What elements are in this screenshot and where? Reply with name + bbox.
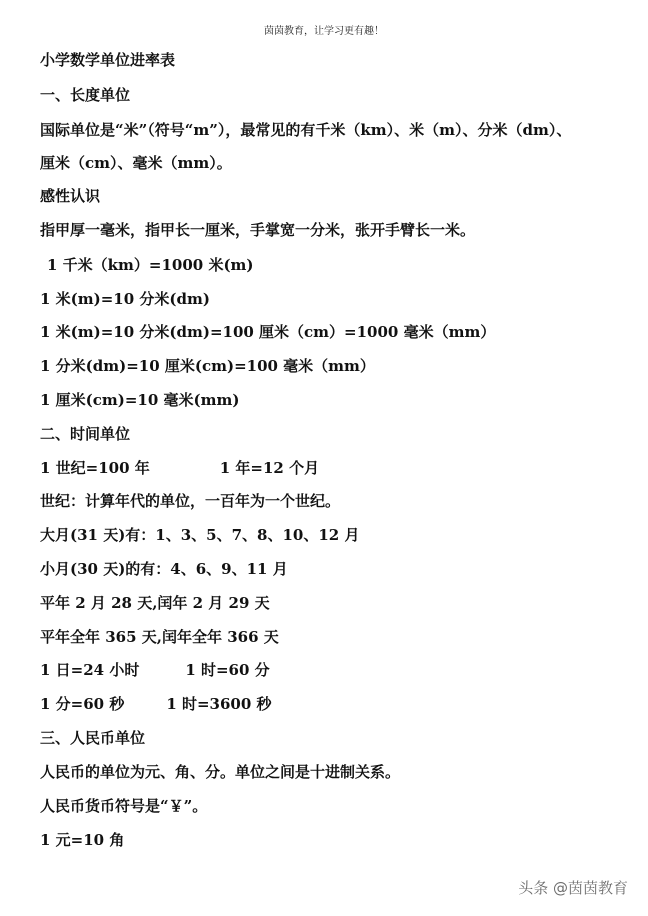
section-heading-rmb: 三、人民币单位 (40, 729, 146, 747)
time-minute-seconds: 1 分=60 秒 (40, 695, 125, 713)
document-title: 小学数学单位进率表 (40, 51, 176, 69)
section-heading-time: 二、时间单位 (40, 425, 131, 443)
time-year-months: 1 年=12 个月 (219, 459, 320, 477)
page-header-note: 茵茵教育，让学习更有趣！ (264, 26, 384, 37)
length-intro-line-2: 厘米（cm）、毫米（mm）。 (40, 154, 232, 172)
perception-heading: 感性认识 (40, 187, 101, 205)
time-day-hours: 1 日=24 小时 (40, 661, 140, 679)
time-year-days: 平年全年 365 天,闰年全年 366 天 (40, 628, 279, 646)
time-big-months: 大月(31 天)有：1、3、5、7、8、10、12 月 (40, 526, 360, 544)
time-century-years: 1 世纪=100 年 (40, 459, 150, 477)
time-century-definition: 世纪：计算年代的单位，一百年为一个世纪。 (40, 492, 341, 510)
rmb-units-text: 人民币的单位为元、角、分。单位之间是十进制关系。 (40, 763, 401, 781)
length-conversion-dm-chain: 1 分米(dm)=10 厘米(cm)=100 毫米（mm） (40, 357, 375, 375)
source-watermark: 头条 @茵茵教育 (518, 879, 628, 897)
time-conversion-row-1 (40, 458, 319, 478)
rmb-conversion-yuan-jiao: 1 元=10 角 (40, 831, 125, 849)
rmb-symbol-text: 人民币货币符号是“￥”。 (40, 797, 208, 815)
section-heading-length: 一、长度单位 (40, 86, 131, 104)
length-conversion-km: 1 千米（km）=1000 米(m) (47, 256, 254, 274)
time-hour-minutes: 1 时=60 分 (185, 661, 270, 679)
length-intro-line-1: 国际单位是“米”（符号“m”），最常见的有千米（km）、米（m）、分米（dm）、 (40, 121, 572, 139)
time-conversion-row-3 (40, 694, 272, 714)
length-conversion-m-chain: 1 米(m)=10 分米(dm)=100 厘米（cm）=1000 毫米（mm） (40, 323, 496, 341)
time-february-days: 平年 2 月 28 天,闰年 2 月 29 天 (40, 594, 270, 612)
time-hour-seconds: 1 时=3600 秒 (166, 695, 272, 713)
time-small-months: 小月(30 天)的有：4、6、9、11 月 (40, 560, 288, 578)
length-conversion-cm-mm: 1 厘米(cm)=10 毫米(mm) (40, 391, 240, 409)
time-conversion-row-2 (40, 660, 270, 680)
length-conversion-m-dm: 1 米(m)=10 分米(dm) (40, 290, 210, 308)
perception-text: 指甲厚一毫米，指甲长一厘米，手掌宽一分米，张开手臂长一米。 (40, 221, 476, 239)
